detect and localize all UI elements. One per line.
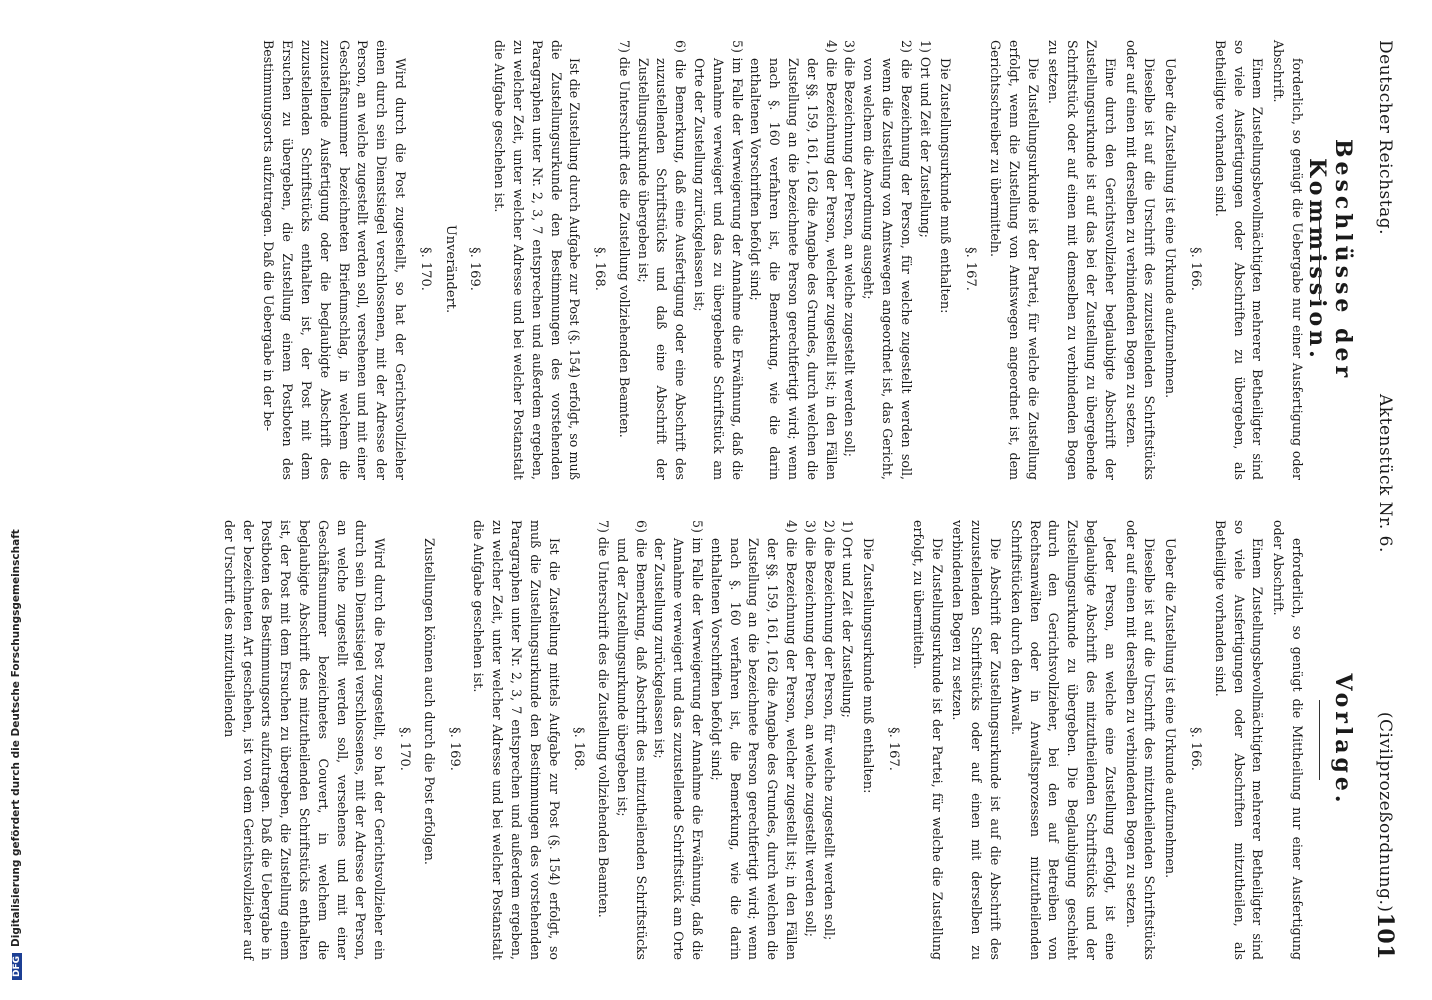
section-heading: §. 167. — [886, 727, 902, 771]
section-heading: §. 166. — [1188, 727, 1204, 771]
column-beschluesse — [257, 40, 1306, 480]
list-item: 4) die Bezeichnung der Person, welcher zugestellt ist; in den Fällen der §§. 159, 161, 162 die Angabe des Grundes, durch welchen die Zustellung an die bezeichnete Person gerechtfertigt wird; wenn nach §. 160 verfahren ist, die Bemerkung, wie die darin enthaltenen Vorschriften befolgt sind; — [748, 40, 839, 480]
paragraph: erforderlich, so genügt die Mittheilung nur einer Ausfertigung oder Abschrift. — [1271, 520, 1305, 960]
column-title-vorlage: Vorlage. — [1330, 673, 1356, 807]
list-item: 1) Ort und Zeit der Zustellung; — [840, 520, 856, 718]
section-heading: §. 166. — [1188, 247, 1204, 291]
paragraph: Die Zustellungsurkunde muß enthalten: — [938, 58, 954, 314]
header-right: (Civilprozeßordnung.) — [1375, 711, 1395, 913]
section-heading: §. 168. — [571, 727, 587, 771]
header-center: Aktenstück Nr. 6. — [1375, 394, 1395, 553]
document-body — [16, 0, 1416, 1000]
section-heading: §. 169. — [467, 247, 483, 291]
header-left: Deutscher Reichstag. — [1375, 40, 1395, 235]
paragraph: Zustellungen können auch durch die Post erfolgen. — [421, 538, 437, 865]
paragraph: Wird durch die Post zugestellt, so hat der Gerichtsvollzieher einen durch sein Dienstsiegel verschlossenen, mit der Adresse der Person, an welche zugestellt werden soll, versehenen und mit einer Geschäftsnummer bezeichneten Briefumschlag, in welchem die zuzustellende Ausfertigung oder die beglaubigte Abschrift des zuzustellenden Schriftstücks enthalten ist, der Post mit dem Ersuchen zu übergeben, die Zustellung einem Postboten des Bestimmungsorts aufzutragen. Daß die Uebergabe in der be- — [261, 40, 408, 480]
list-item: 3) die Bezeichnung der Person, an welche zugestellt werden soll; — [802, 520, 818, 938]
paragraph: Die Abschrift der Zustellungsurkunde ist auf die Abschrift des zuzustellenden Schriftstücks oder auf einen mit derselben zu verbindenden Bogen zu setzen. — [950, 520, 1004, 960]
paragraph: Ist die Zustellung mittels Aufgabe zur Post (§. 154) erfolgt, so muß die Zustellungsurkunde den Bestimmungen des vorstehenden Paragraphen unter Nr. 2, 3, 7 entsprechen und außerdem ergeben, zu welcher Zeit, unter welcher Adresse und bei welcher Postanstalt die Aufgabe geschehen ist. — [471, 520, 562, 960]
list-item: 6) die Bemerkung, daß Abschrift des mitzutheilenden Schriftstücks und der Zustellungsurkunde übergeben ist; — [614, 520, 649, 960]
paragraph: Die Zustellungsurkunde muß enthalten: — [861, 538, 877, 794]
page-number: 101 — [1372, 912, 1398, 960]
list-item: 5) im Falle der Verweigerung der Annahme die Erwähnung, daß die Annahme verweigert und das zuzustellende Schriftstück am Orte der Zustellung zurückgelassen ist; — [652, 520, 706, 960]
paragraph: Dieselbe ist auf die Urschrift des mitzutheilenden Schriftstücks oder auf einen mit derselben zu verbindenden Bogen zu setzen. — [1123, 520, 1158, 960]
title-rule-left — [1319, 700, 1320, 780]
paragraph: Einem Zustellungsbevollmächtigten mehrerer Betheiligter sind so viele Ausfertigungen oder Abschriften zu übergeben, als Betheiligte vorhanden sind. — [1212, 40, 1266, 480]
list-item: 6) die Bemerkung, daß eine Ausfertigung oder eine Abschrift des zuzustellenden Schriftstücks und daß eine Abschrift der Zustellungsurkunde übergeben ist; — [635, 40, 689, 480]
list-item: 4) die Bezeichnung der Person, welcher zugestellt ist; in den Fällen der §§. 159, 161, 162 die Angabe des Grundes, durch welchen die Zustellung an die bezeichnete Person gerechtfertigt wird; wenn nach §. 160 verfahren ist, die Bemerkung, wie die darin enthaltenen Vorschriften befolgt sind; — [708, 520, 800, 960]
section-heading: §. 170. — [396, 727, 412, 771]
paragraph: Ist die Zustellung durch Aufgabe zur Post (§. 154) erfolgt, so muß die Zustellungsurkunde den Bestimmungen des vorstehenden Paragraphen unter Nr. 2, 3, 7 entsprechen und außerdem ergeben, zu welcher Zeit, unter welcher Adresse und bei welcher Postanstalt die Aufgabe geschehen ist. — [492, 40, 583, 480]
paragraph: Eine durch den Gerichtsvollzieher beglaubigte Abschrift der Zustellungsurkunde ist auf das bei der Zustellung zu übergebende Schriftstück oder auf einen mit demselben zu verbindenden Bogen zu setzen. — [1046, 40, 1118, 480]
paragraph: Jeder Person, an welche eine Zustellung erfolgt, ist eine beglaubigte Abschrift des mitzutheilenden Schriftstücks und der Zustellungsurkunde zu übergeben. Die Beglaubigung geschieht durch den Gerichtsvollzieher, bei den auf Betreiben von Rechtsanwälten oder in Anwaltsprozessen mitzutheilenden Schriftstücken durch den Anwalt. — [1008, 520, 1118, 960]
paragraph: Wird durch die Post zugestellt, so hat der Gerichtsvollzieher ein durch sein Dienstsiegel verschlossenes, mit der Adresse der Person, an welche zugestellt werden soll, versehenes und mit einer Geschäftsnummer bezeichnetes Couvert, in welchem die beglaubigte Abschrift des mitzutheilenden Schriftstücks enthalten ist, der Post mit dem Ersuchen zu übergeben, die Zustellung einem Postboten des Bestimmungsorts aufzutragen. Daß die Uebergabe in der bezeichneten Art geschehen, ist von dem Gerichtsvollzieher auf der Urschrift des mitzutheilenden — [221, 520, 388, 960]
list-item: 2) die Bezeichnung der Person, für welche zugestellt werden soll, wenn die Zustellung von Amtswegen angeordnet ist, das Gericht, von welchem die Anordnung ausgeht; — [861, 40, 914, 480]
section-heading: §. 170. — [417, 247, 433, 291]
column-vorlage — [217, 520, 1306, 960]
title-rule-right — [1319, 220, 1320, 300]
paragraph: Ueber die Zustellung ist eine Urkunde aufzunehmen. — [1163, 58, 1179, 399]
section-heading: §. 167. — [963, 247, 979, 291]
list-item: 1) Ort und Zeit der Zustellung; — [917, 40, 933, 238]
section-heading: §. 169. — [446, 727, 462, 771]
section-heading: §. 168. — [592, 247, 608, 291]
list-item: 7) die Unterschrift des die Zustellung vollziehenden Beamten. — [596, 520, 612, 918]
paragraph: Ueber die Zustellung ist eine Urkunde aufzunehmen. — [1163, 538, 1179, 879]
paragraph: Die Zustellungsurkunde ist der Partei, für welche die Zustellung erfolgt, zu übermitteln. — [910, 520, 945, 960]
list-item: 5) im Falle der Verweigerung der Annahme die Erwähnung, daß die Annahme verweigert und das zu übergebende Schriftstück am Orte der Zustellung zurückgelassen ist; — [692, 40, 745, 480]
page-header — [1370, 40, 1400, 960]
paragraph: Unverändert. — [442, 224, 458, 314]
list-item: 7) die Unterschrift des die Zustellung vollziehenden Beamten. — [616, 40, 632, 438]
list-item: 2) die Bezeichnung der Person, für welche zugestellt werden soll; — [821, 520, 837, 941]
list-item: 3) die Bezeichnung der Person, an welche zugestellt werden soll; — [842, 40, 858, 458]
paragraph: Dieselbe ist auf die Urschrift des zuzustellenden Schriftstücks oder auf einen mit derselben zu verbindenden Bogen zu setzen. — [1123, 40, 1158, 480]
column-title-beschluesse: Beschlüsse der Kommission. — [1304, 138, 1356, 382]
paragraph: forderlich, so genügt die Uebergabe nur einer Ausfertigung oder Abschrift. — [1271, 40, 1305, 480]
dfg-logo: DFG — [12, 953, 22, 980]
paragraph: Einem Zustellungsbevollmächtigten mehrerer Betheiligter sind so viele Ausfertigungen oder Abschriften mitzutheilen, als Betheiligte vorhanden sind. — [1212, 520, 1266, 960]
funding-text: Digitalisierung gefördert durch die Deutsche Forschungsgemeinschaft — [10, 529, 22, 947]
paragraph: Die Zustellungsurkunde ist der Partei, für welche die Zustellung erfolgt, wenn die Zustellung von Amtswegen angeordnet ist, dem Gerichtsschreiber zu übermitteln. — [988, 40, 1041, 480]
